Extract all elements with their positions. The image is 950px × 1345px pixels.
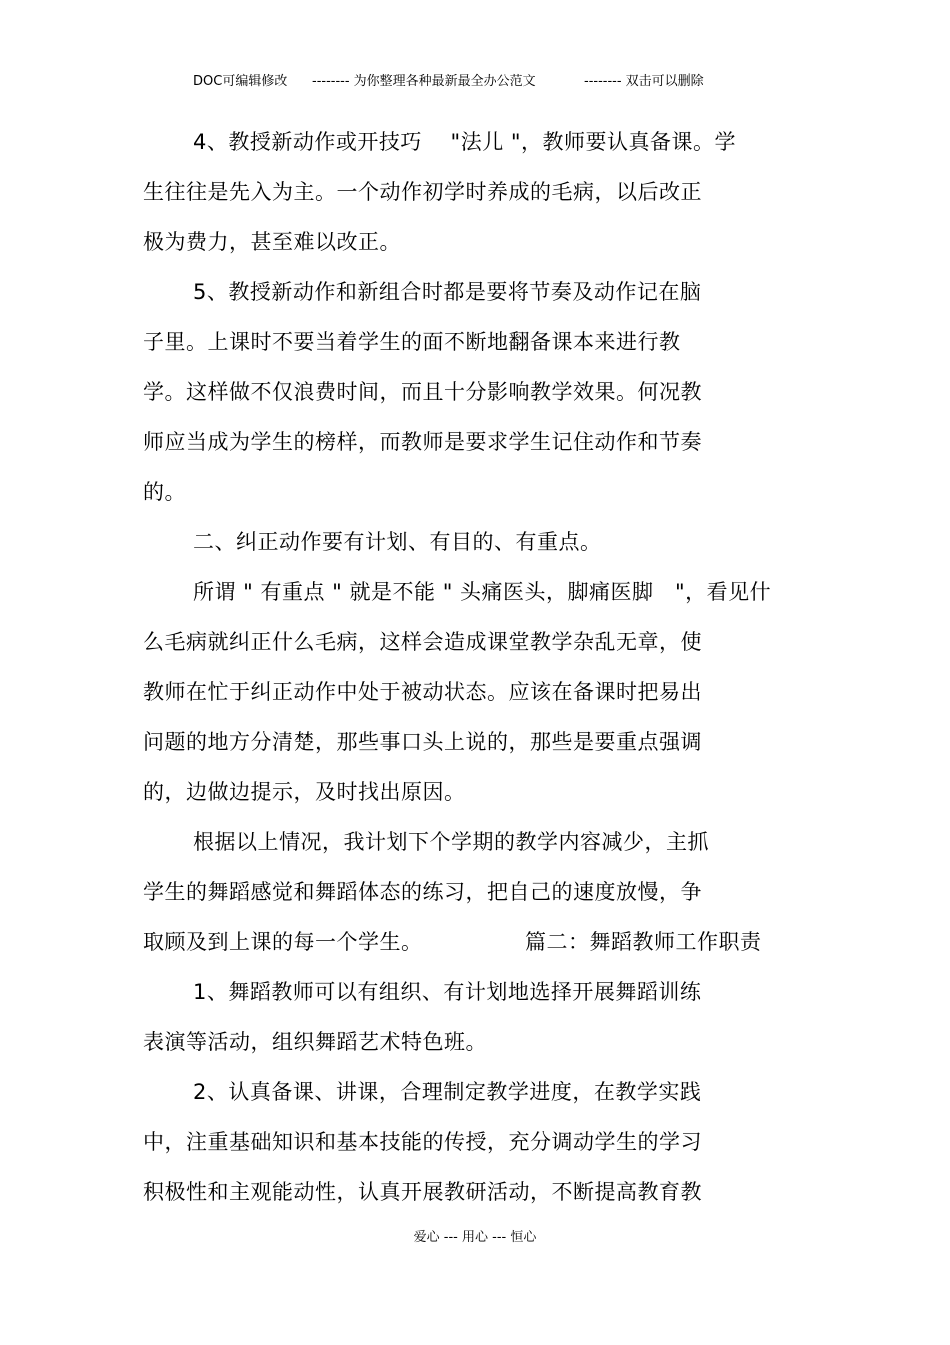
- body-line: 所谓 " 有重点 " 就是不能 " 头痛医头，脚痛医脚 "，看见什: [193, 580, 772, 604]
- body-line: 么毛病就纠正什么毛病，这样会造成课堂教学杂乱无章，使: [143, 630, 702, 654]
- body-line: 表演等活动，组织舞蹈艺术特色班。: [143, 1030, 487, 1054]
- body-line: 极为费力，甚至难以改正。: [143, 230, 401, 254]
- page-footer: 爱心 --- 用心 --- 恒心: [413, 1230, 537, 1245]
- body-line: 师应当成为学生的榜样，而教师是要求学生记住动作和节奏: [143, 430, 702, 454]
- header-right-text: -------- 双击可以删除: [584, 74, 704, 89]
- body-line: 生往往是先入为主。一个动作初学时养成的毛病，以后改正: [143, 180, 702, 204]
- body-line: 积极性和主观能动性，认真开展教研活动，不断提高教育教: [143, 1180, 702, 1204]
- body-line: 学。这样做不仅浪费时间，而且十分影响教学效果。何况教: [143, 380, 702, 404]
- body-line: 教师在忙于纠正动作中处于被动状态。应该在备课时把易出: [143, 680, 702, 704]
- body-line: 子里。上课时不要当着学生的面不断地翻备课本来进行教: [143, 330, 681, 354]
- body-line: 的，边做边提示，及时找出原因。: [143, 780, 466, 804]
- body-line: 学生的舞蹈感觉和舞蹈体态的练习，把自己的速度放慢，争: [143, 880, 702, 904]
- body-line: 中，注重基础知识和基本技能的传授，充分调动学生的学习: [143, 1130, 702, 1154]
- body-line: 2、认真备课、讲课，合理制定教学进度，在教学实践: [193, 1080, 702, 1104]
- body-line: 1、舞蹈教师可以有组织、有计划地选择开展舞蹈训练: [193, 980, 702, 1004]
- body-line: 5、教授新动作和新组合时都是要将节奏及动作记在脑: [193, 280, 702, 304]
- body-line: 取顾及到上课的每一个学生。: [143, 930, 423, 954]
- section-heading: 二、纠正动作要有计划、有目的、有重点。: [193, 530, 602, 554]
- header-doc-label: DOC可编辑修改: [193, 74, 288, 89]
- body-line: 根据以上情况，我计划下个学期的教学内容减少，主抓: [193, 830, 709, 854]
- body-line: 4、教授新动作或开技巧 "法儿 "，教师要认真备课。学: [193, 130, 737, 154]
- header-middle-text: -------- 为你整理各种最新最全办公范文: [312, 74, 536, 89]
- section-title: 篇二：舞蹈教师工作职责: [525, 930, 762, 954]
- body-line: 的。: [143, 480, 186, 504]
- body-line: 问题的地方分清楚，那些事口头上说的，那些是要重点强调: [143, 730, 702, 754]
